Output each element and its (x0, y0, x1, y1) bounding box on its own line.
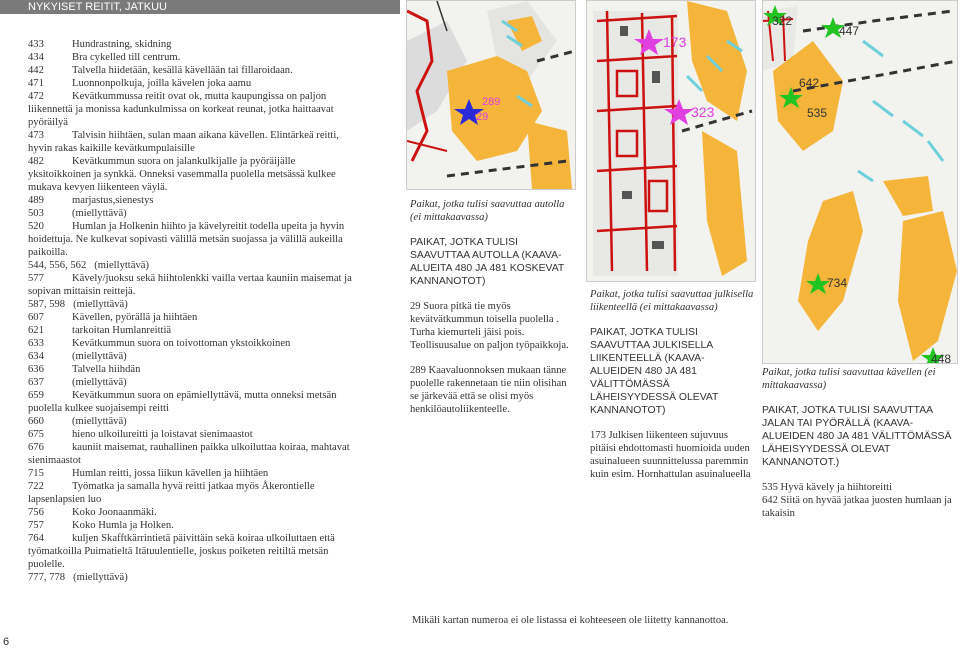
entry-text: Humlan reitti, jossa liikun kävellen ja hiihtäen (72, 468, 269, 479)
entry-text: Hundrastning, skidning (72, 39, 172, 50)
entry-number: 676 (28, 442, 44, 453)
entry-item (28, 519, 360, 532)
map-label-322: 322 (772, 14, 793, 28)
entry-item (28, 441, 360, 467)
entry-text: Luonnonpolkuja, joilla kävelen joka aamu (72, 78, 252, 89)
entry-text: (miellyttävä) (94, 260, 149, 271)
entry-text: Talvisin hiihtäen, sulan maan aikana kävellen. Elintärkeä reitti, hyvin rakas kaikille kevätkumpulaisille (28, 130, 339, 154)
entry-item (28, 311, 360, 324)
entry-item (28, 272, 360, 298)
entry-number: 520 (28, 221, 44, 232)
entry-number: 757 (28, 520, 44, 531)
entry-item (28, 51, 360, 64)
entry-item (28, 207, 360, 220)
entry-number: 607 (28, 312, 44, 323)
entry-number: 471 (28, 78, 44, 89)
map-label-289: 289 (482, 96, 501, 108)
entry-text: (miellyttävä) (73, 572, 128, 583)
entry-number: 675 (28, 429, 44, 440)
entry-item (28, 428, 360, 441)
footer-note: Mikäli kartan numeroa ei ole listassa ei kohteeseen ole liitetty kannanottoa. (412, 615, 729, 626)
entry-text: marjastus,sienestys (72, 195, 154, 206)
map-label-642: 642 (799, 76, 820, 90)
heading-car: PAIKAT, JOTKA TULISI SAAVUTTAA AUTOLLA (KAAVA-ALUEITA 480 JA 481 KOSKEVAT KANNANOTOT) (410, 237, 565, 287)
entry-number: 636 (28, 364, 44, 375)
entry-item (28, 77, 360, 90)
entry-number: 659 (28, 390, 44, 401)
heading-walk: PAIKAT, JOTKA TULISI SAAVUTTAA JALAN TAI PYÖRÄLLÄ (KAAVA-ALUEIDEN 480 JA 481 VÄLITTÖMÄSSÄ LÄHEISYYDESSÄ OLEVAT KANNANOTOT.) (762, 405, 952, 468)
entry-number: 433 (28, 39, 44, 50)
entry-item (28, 64, 360, 77)
entry-number: 482 (28, 156, 44, 167)
entry-number: 715 (28, 468, 44, 479)
entries-list (28, 38, 360, 584)
entry-number: 442 (28, 65, 44, 76)
entry-item (28, 532, 360, 571)
entry-text: (miellyttävä) (73, 299, 128, 310)
page-header (0, 0, 400, 14)
entry-item (28, 38, 360, 51)
map-label-447: 447 (839, 24, 860, 38)
entry-number: 756 (28, 507, 44, 518)
column-public (590, 288, 755, 493)
entry-text: Kevätkummussa reitit ovat ok, mutta kaupungissa on paljon liikennettä ja monissa kadunkulmissa on korkeat reunat, jotka haittaavat pyöräilyä (28, 91, 334, 128)
entry-item (28, 480, 360, 506)
entry-item (28, 389, 360, 415)
entry-number: 660 (28, 416, 44, 427)
entry-text: Kävellen, pyörällä ja hiihtäen (72, 312, 198, 323)
page-number: 6 (3, 636, 10, 648)
caption-car: Paikat, jotka tulisi saavuttaa autolla (ei mittakaavassa) (410, 199, 565, 223)
heading-public: PAIKAT, JOTKA TULISI SAAVUTTAA JULKISELLA LIIKENTEELLÄ (KAAVA-ALUEIDEN 480 JA 481 VÄLITTÖMÄSSÄ LÄHEISYYDESSÄ OLEVAT KANNANOTOT) (590, 327, 719, 416)
entry-text: Kevätkummun suora on toivottoman ykstoikkoinen (72, 338, 291, 349)
entry-text: (miellyttävä) (72, 377, 127, 388)
caption-walk: Paikat, jotka tulisi saavuttaa kävellen (ei mittakaavassa) (762, 367, 936, 391)
entry-number: 503 (28, 208, 44, 219)
entry-text: (miellyttävä) (72, 351, 127, 362)
map-label-173: 173 (663, 34, 687, 50)
entry-item (28, 194, 360, 207)
entry-item (28, 155, 360, 194)
entry-text: Talvella hiihdän (72, 364, 141, 375)
map-label-448: 448 (931, 352, 952, 363)
entry-number: 544, 556, 562 (28, 260, 87, 271)
map-label-734: 734 (827, 276, 848, 290)
map-walk (762, 0, 958, 364)
map-label-29: 29 (476, 111, 489, 123)
entry-item (28, 350, 360, 363)
entry-text: kuljen Skafftkärrintietä päivittäin sekä koiraa ulkoiluttaen että työmatkoilla Puimatieltä Itätuulentielle, joskus poiketen reitiltä metsän puolelle. (28, 533, 335, 570)
entry-item (28, 415, 360, 428)
entry-text: Koko Joonaanmäki. (72, 507, 157, 518)
entry-item (28, 324, 360, 337)
entry-text: Kevätkummun suora on epämiellyttävä, mutta onneksi metsän puolella kulkee suojaisempi reitti (28, 390, 337, 414)
entry-item (28, 298, 360, 311)
entry-item (28, 571, 360, 584)
entry-number: 634 (28, 351, 44, 362)
entry-item (28, 506, 360, 519)
entry-number: 777, 778 (28, 572, 66, 583)
entry-item (28, 337, 360, 350)
comment-29: 29 Suora pitkä tie myös kevätvätkummun toisella puolella . Turha kiemurteli jäisi pois. Teollisuusalue on paljon työpaikkoja. (410, 301, 569, 351)
map-label-323: 323 (691, 104, 715, 120)
entry-item (28, 376, 360, 389)
entry-number: 722 (28, 481, 44, 492)
entry-item (28, 259, 360, 272)
map-public (586, 0, 756, 282)
entry-item (28, 90, 360, 129)
map-car (406, 0, 576, 190)
entry-number: 587, 598 (28, 299, 66, 310)
entry-number: 489 (28, 195, 44, 206)
comment-289: 289 Kaavaluonnoksen mukaan tänne puolelle rakennetaan tie niin olisihan se järkevää että se olisi myös henkilöautoliikenteelle. (410, 365, 567, 415)
comment-173: 173 Julkisen liikenteen sujuvuus pitäisi ehdottomasti huomioida uuden asuinalueen suunnittelussa paremmin kuin esim. Hornhattulan asuinalueella (590, 430, 751, 480)
entry-number: 633 (28, 338, 44, 349)
entry-text: kauniit maisemat, rauhallinen paikka ulkoiluttaa koiraa, mahtavat sienimaastot (28, 442, 350, 466)
map-label-535: 535 (807, 106, 828, 120)
entry-number: 473 (28, 130, 44, 141)
entry-text: Kevätkummun suora on jalankulkijalle ja pyöräijälle yksitoikkoinen ja synkkä. Onneksi vasemmalla puolella metsässä kulkee mukava kevyen liikenteen väylä. (28, 156, 336, 193)
entry-text: Koko Humla ja Holken. (72, 520, 174, 531)
entry-item (28, 129, 360, 155)
column-car (410, 198, 570, 428)
entry-text: tarkoitan Humlanreittiä (72, 325, 172, 336)
entry-number: 764 (28, 533, 44, 544)
entry-item (28, 467, 360, 480)
entry-text: Humlan ja Holkenin hiihto ja kävelyreitit todella upeita ja hyvin hoidettuja. Ne kulkevat sopivasti välillä metsän suojassa ja välillä aukeilla paikoilla. (28, 221, 345, 258)
entry-number: 434 (28, 52, 44, 63)
entry-text: (miellyttävä) (72, 416, 127, 427)
entry-number: 472 (28, 91, 44, 102)
entry-text: Kävely/juoksu sekä hiihtolenkki vailla vertaa kauniin maisemat ja sopivan mittaisin reittejä. (28, 273, 352, 297)
entry-number: 577 (28, 273, 44, 284)
entry-text: hieno ulkoilureitti ja loistavat sienimaastot (72, 429, 253, 440)
header-title: NYKYISET REITIT, JATKUU (28, 1, 167, 13)
column-walk (762, 366, 952, 532)
comment-535: 535 Hyvä kävely ja hiihtoreitti (762, 482, 893, 493)
entry-number: 621 (28, 325, 44, 336)
caption-public: Paikat, jotka tulisi saavuttaa julkisella liikenteellä (ei mittakaavassa) (590, 289, 754, 313)
entry-number: 637 (28, 377, 44, 388)
entry-text: Talvella hiidetään, kesällä kävellään tai fillaroidaan. (72, 65, 293, 76)
comment-642: 642 Siitä on hyvää jatkaa juosten humlaan ja takaisin (762, 495, 952, 519)
entry-text: Työmatka ja samalla hyvä reitti jatkaa myös Åkerontielle lapsenlapsien luo (28, 481, 315, 505)
entry-text: Bra cykelled till centrum. (72, 52, 181, 63)
entry-text: (miellyttävä) (72, 208, 127, 219)
entry-item (28, 220, 360, 259)
entry-item (28, 363, 360, 376)
